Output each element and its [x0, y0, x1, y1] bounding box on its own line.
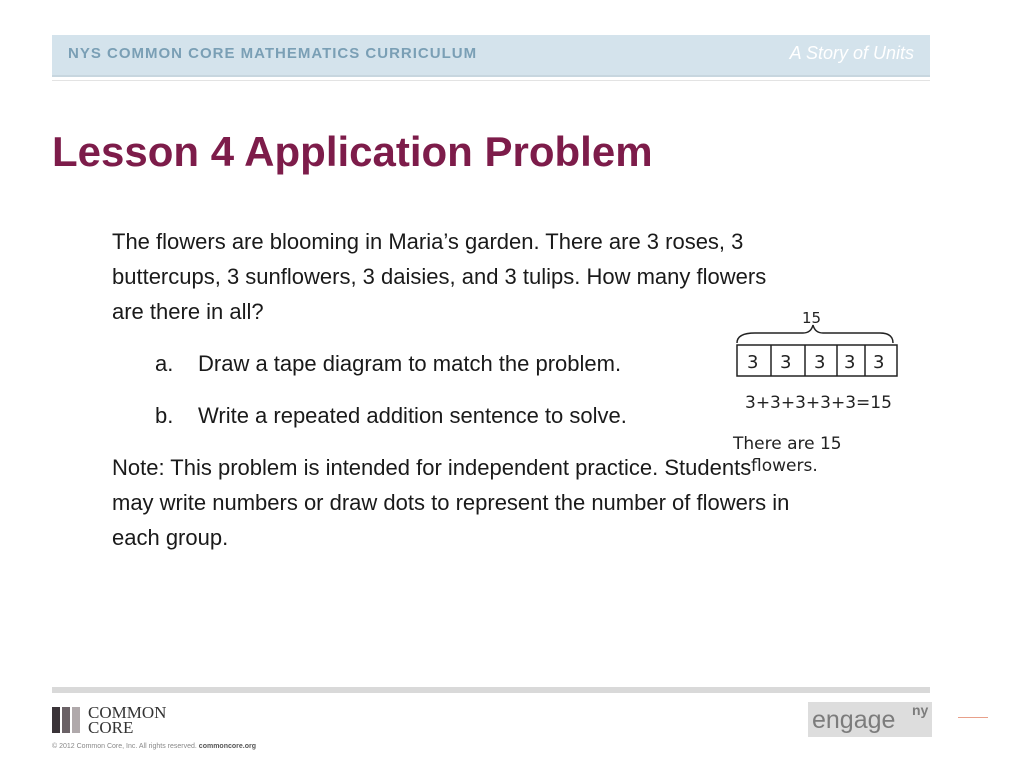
item-text: Write a repeated addition sentence to solve.	[198, 403, 627, 428]
tape-unit: 3	[814, 352, 826, 373]
item-label: b.	[155, 403, 174, 428]
tape-unit: 3	[747, 352, 759, 373]
item-text: Draw a tape diagram to match the problem.	[198, 351, 622, 376]
problem-text: The flowers are blooming in Maria’s garden. There are 3 roses, 3 buttercups, 3 sunflowers, 3 daisies, and 3 tulips. How many flowers are there in all?	[112, 229, 767, 324]
copyright-text: © 2012 Common Core, Inc. All rights reserved.	[52, 743, 197, 750]
tape-total: 15	[802, 309, 822, 327]
engage-sup: ny	[912, 702, 929, 718]
logo-text: COMMON	[88, 703, 167, 722]
curriculum-name: NYS COMMON CORE MATHEMATICS CURRICULUM	[68, 45, 478, 62]
tape-diagram-sketch	[725, 305, 935, 480]
tape-unit: 3	[873, 352, 885, 373]
answer-line: There are 15	[733, 434, 842, 454]
logo-text: CORE	[88, 718, 134, 737]
brace	[737, 325, 893, 343]
note-text: Note: This problem is intended for independent practice. Students may write numbers or draw dots to represent the number of flowers in each group.	[112, 455, 790, 550]
site-link[interactable]: commoncore.org	[198, 743, 256, 750]
list-item	[155, 398, 792, 433]
divider	[52, 80, 930, 81]
series-name: A Story of Units	[789, 43, 914, 63]
curriculum-header	[52, 35, 930, 77]
page-title: Lesson 4 Application Problem	[52, 128, 653, 175]
item-label: a.	[155, 351, 174, 376]
logo-bars-icon	[52, 707, 80, 733]
divider	[958, 717, 988, 718]
answer-line: flowers.	[751, 456, 818, 476]
tape-unit: 3	[844, 352, 856, 373]
copyright	[52, 743, 256, 750]
engage-text: engage	[812, 706, 896, 734]
list-item	[155, 346, 792, 381]
problem-body	[112, 224, 792, 555]
tape-unit: 3	[780, 352, 792, 373]
common-core-logo	[52, 705, 166, 735]
equation: 3+3+3+3+3=15	[745, 393, 892, 413]
engageny-logo	[808, 702, 932, 737]
footer-bar	[52, 687, 930, 693]
